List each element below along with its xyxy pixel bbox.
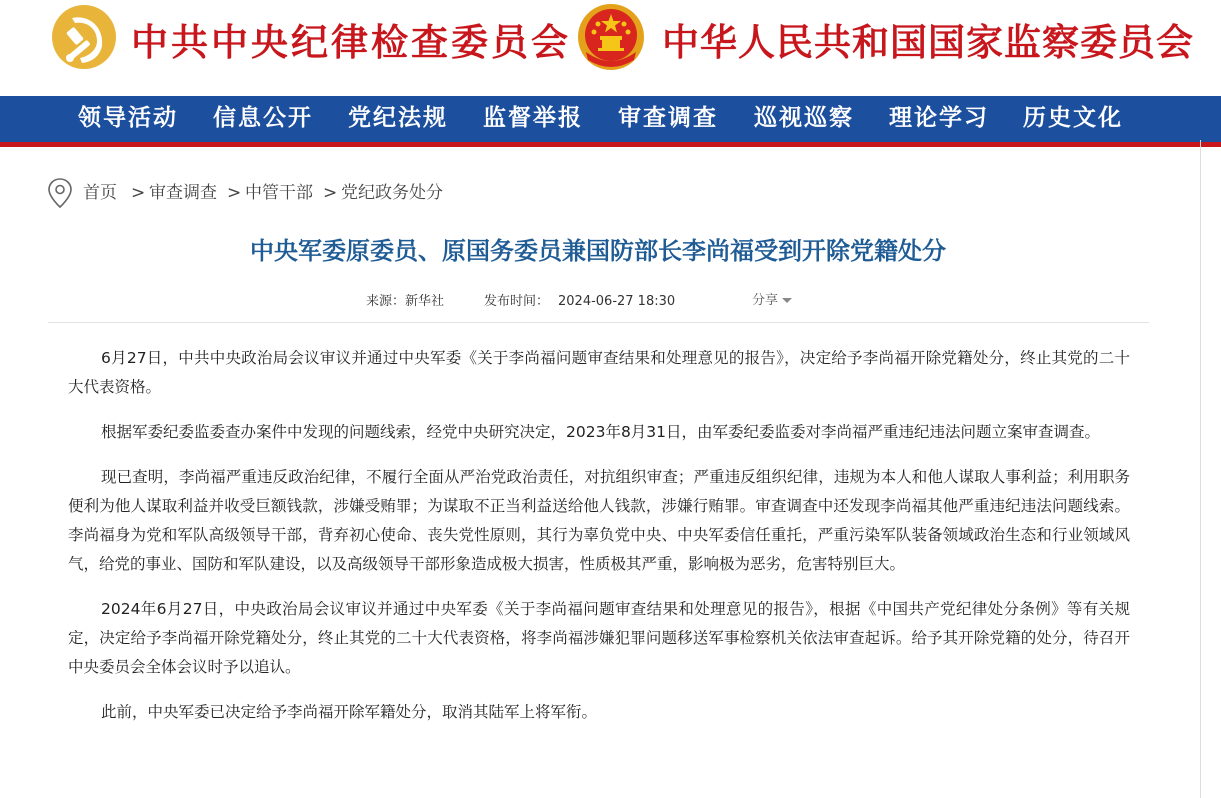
- national-emblem-icon[interactable]: [576, 2, 646, 72]
- breadcrumb-separator: >: [227, 183, 242, 203]
- share-label: 分享: [752, 293, 779, 308]
- article-body: [68, 344, 1130, 743]
- article-source: 来源：新华社: [366, 294, 445, 309]
- article-paragraph: 根据军委纪委监委查办案件中发现的问题线索，经党中央研究决定，2023年8月31日，由军委纪委监委对李尚福严重违纪违法问题立案审查调查。: [101, 423, 1101, 441]
- breadcrumb-central-cadres[interactable]: 中管干部: [245, 183, 313, 203]
- article-paragraph: 此前，中央军委已决定给予李尚福开除军籍处分，取消其陆军上将军衔。: [101, 703, 598, 721]
- site-header: [0, 0, 1221, 96]
- org-name-state[interactable]: 中华人民共和国国家监察委员会: [662, 20, 1194, 64]
- article-time-value: 2024-06-27 18:30: [558, 294, 676, 309]
- nav-item-leadership[interactable]: 领导活动: [78, 104, 178, 131]
- breadcrumb-home[interactable]: 首页: [83, 183, 117, 203]
- breadcrumb-disciplinary-actions[interactable]: 党纪政务处分: [341, 183, 443, 203]
- breadcrumb-separator: >: [323, 183, 338, 203]
- nav-item-investigation[interactable]: 审查调查: [618, 104, 718, 131]
- breadcrumb-investigation[interactable]: 审查调查: [149, 183, 217, 203]
- article-time-label: 发布时间：: [484, 294, 550, 309]
- article-paragraph: 现已查明，李尚福严重违反政治纪律，不履行全面从严治党政治责任，对抗组织审查；严重违反组织纪律，违规为本人和他人谋取人事利益；利用职务便利为他人谋取利益并收受巨额钱款，涉嫌受贿罪；为谋取不正当利益送给他人钱款，涉嫌行贿罪。审查调查中还发现李尚福其他严重违纪违法问题线索。李尚福身为党和军队高级领导干部，背弃初心使命、丧失党性原则，其行为辜负党中央、中央军委信任重托，严重污染军队装备领域政治生态和行业领域风气，给党的事业、国防和军队建设，以及高级领导干部形象造成极大损害，性质极其严重，影响极为恶劣，危害特别巨大。: [68, 468, 1130, 573]
- article-paragraph: 2024年6月27日，中央政治局会议审议并通过中央军委《关于李尚福问题审查结果和处理意见的报告》，根据《中国共产党纪律处分条例》等有关规定，决定给予李尚福开除党籍处分，终止其党的二十大代表资格，将李尚福涉嫌犯罪问题移送军事检察机关依法审查起诉。给予其开除党籍的处分，待召开中央委员会全体会议时予以追认。: [68, 600, 1130, 676]
- share-button[interactable]: [752, 292, 792, 310]
- nav-item-inspection[interactable]: 巡视巡察: [754, 104, 854, 131]
- nav-item-regulations[interactable]: 党纪法规: [348, 104, 448, 131]
- party-emblem-icon[interactable]: [50, 4, 118, 70]
- nav-item-information[interactable]: 信息公开: [213, 104, 313, 131]
- nav-item-history[interactable]: 历史文化: [1023, 104, 1123, 131]
- article-title: 中央军委原委员、原国务委员兼国防部长李尚福受到开除党籍处分: [250, 237, 946, 265]
- breadcrumb-separator: >: [131, 183, 146, 203]
- chevron-down-icon: [782, 298, 792, 303]
- divider: [48, 322, 1149, 323]
- page-edge-line: [1200, 140, 1201, 798]
- nav-item-report[interactable]: 监督举报: [483, 104, 583, 131]
- org-name-cpc[interactable]: 中共中央纪律检查委员会: [131, 20, 571, 64]
- article-paragraph: 6月27日，中共中央政治局会议审议并通过中央军委《关于李尚福问题审查结果和处理意见的报告》，决定给予李尚福开除党籍处分，终止其党的二十大代表资格。: [68, 349, 1130, 396]
- nav-item-theory[interactable]: 理论学习: [889, 104, 989, 131]
- location-pin-icon: [47, 177, 73, 209]
- main-nav: [0, 96, 1221, 147]
